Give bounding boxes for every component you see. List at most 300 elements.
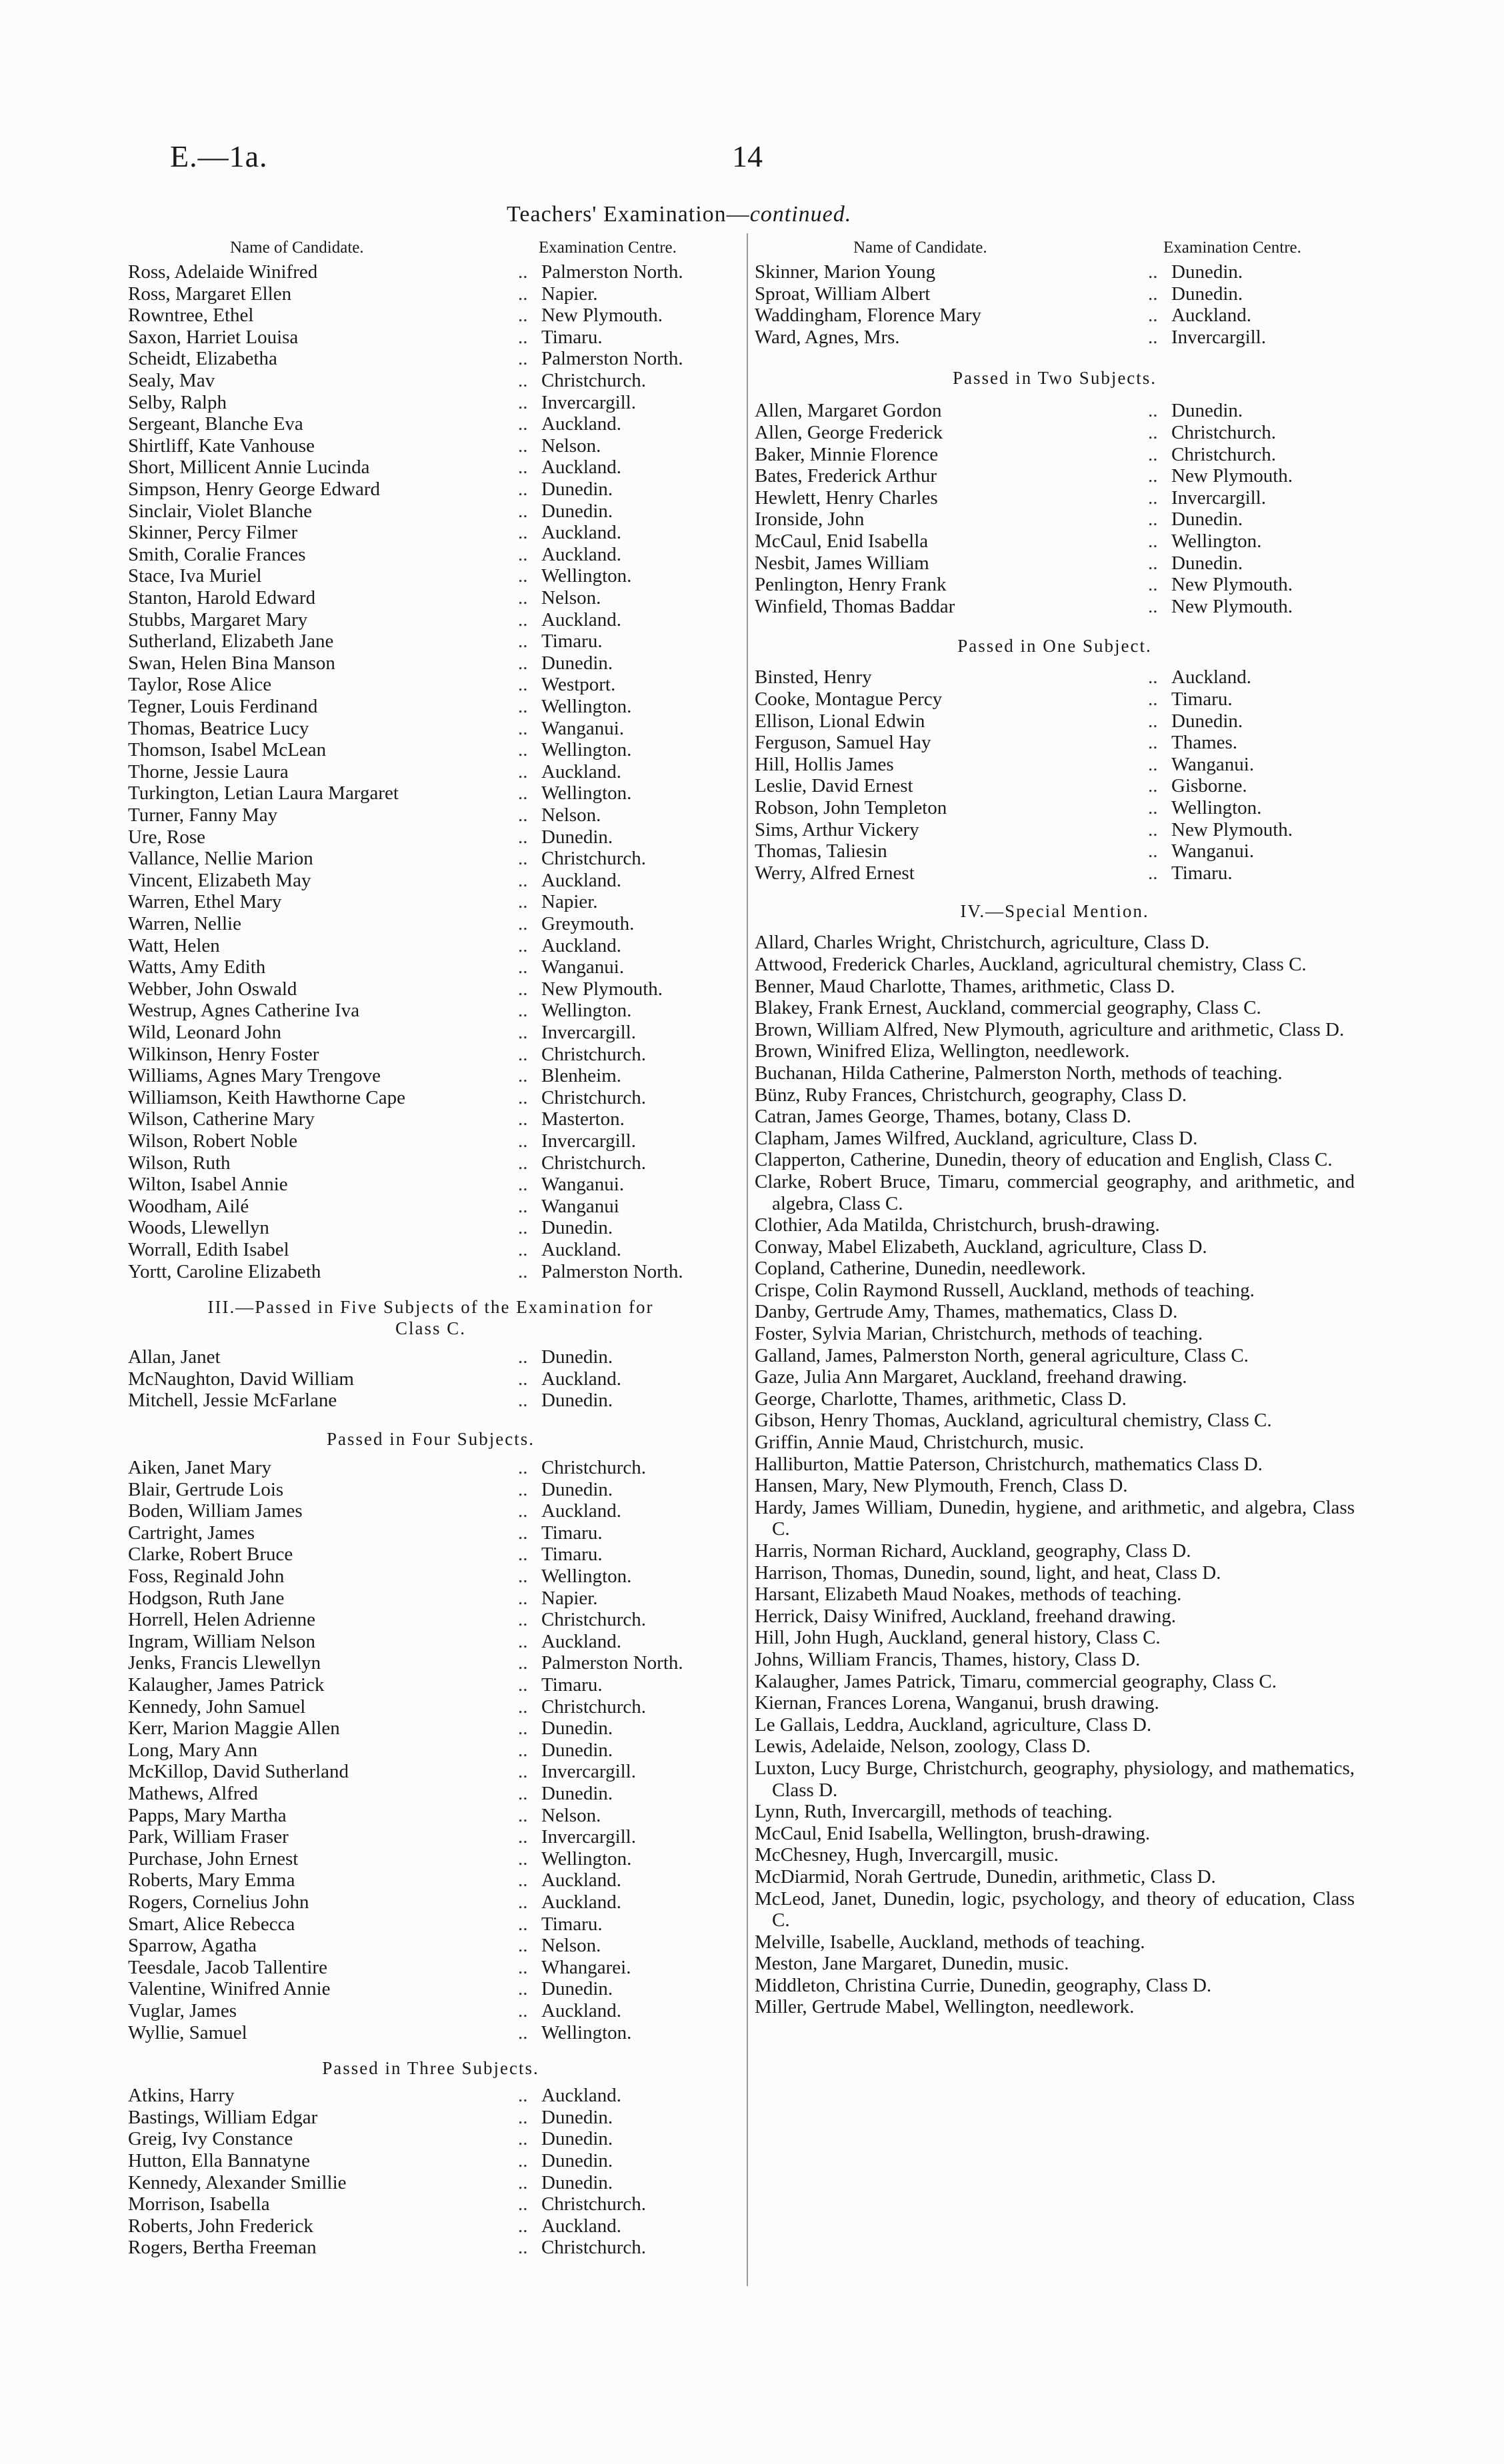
- examination-centre: Dunedin.: [1171, 552, 1243, 574]
- candidate-row: [128, 1044, 733, 1065]
- candidate-name: Ure, Rose: [128, 826, 205, 848]
- leader-dots: ..: [518, 1739, 528, 1761]
- special-mention-entry: Clapham, James Wilfred, Auckland, agriculture, Class D.: [755, 1127, 1198, 1149]
- examination-centre: Wellington.: [541, 696, 632, 717]
- leader-dots: ..: [518, 1043, 528, 1065]
- candidate-row: [128, 1174, 733, 1195]
- leader-dots: ..: [518, 500, 528, 522]
- special-mention-list: [755, 932, 1355, 2018]
- candidate-row: [128, 891, 733, 912]
- leader-dots: ..: [1148, 305, 1158, 327]
- leader-dots: ..: [518, 1609, 528, 1631]
- leader-dots: ..: [518, 1761, 528, 1783]
- leader-dots: ..: [518, 1826, 528, 1848]
- examination-centre: Christchurch.: [541, 1609, 647, 1631]
- candidate-row: [128, 870, 733, 891]
- examination-centre: Auckland.: [541, 413, 621, 435]
- examination-centre: Dunedin.: [541, 2128, 613, 2150]
- special-mention-entry: Danby, Gertrude Amy, Thames, mathematics, Class D.: [755, 1301, 1178, 1323]
- special-mention-entry: Lewis, Adelaide, Nelson, zoology, Class D.: [755, 1736, 1091, 1758]
- candidate-name: Mitchell, Jessie McFarlane: [128, 1390, 337, 1412]
- special-mention-entry: Luxton, Lucy Burge, Christchurch, geography, physiology, and mathematics, Class D.: [755, 1757, 1355, 1801]
- examination-centre: Dunedin.: [1171, 400, 1243, 422]
- candidate-name: Woodham, Ailé: [128, 1195, 249, 1217]
- candidate-name: Thomas, Beatrice Lucy: [128, 717, 309, 739]
- candidate-row: [128, 782, 733, 804]
- candidate-name: Turkington, Letian Laura Margaret: [128, 782, 399, 804]
- candidate-name: Greig, Ivy Constance: [128, 2128, 293, 2150]
- examination-centre: Invercargill.: [541, 1130, 636, 1152]
- special-mention-entry: Harris, Norman Richard, Auckland, geography, Class D.: [755, 1540, 1191, 1562]
- candidate-name: Sinclair, Violet Blanche: [128, 500, 313, 522]
- candidate-name: Allen, Margaret Gordon: [755, 400, 942, 422]
- examination-centre: Auckland.: [541, 1891, 621, 1913]
- leader-dots: ..: [518, 739, 528, 761]
- leader-dots: ..: [518, 2237, 528, 2259]
- candidate-row: [128, 2215, 733, 2237]
- examination-centre: Auckland.: [541, 1500, 621, 1522]
- candidate-name: Wilton, Isabel Annie: [128, 1174, 288, 1196]
- candidate-row: [128, 978, 733, 1000]
- heading-main: Teachers' Examination—: [507, 202, 750, 227]
- candidate-row: [128, 1978, 733, 1999]
- examination-centre: Wanganui: [541, 1195, 619, 1217]
- examination-centre: Invercargill.: [541, 391, 636, 413]
- examination-centre: Wellington.: [541, 1848, 632, 1869]
- candidate-row: [755, 840, 1355, 862]
- candidate-row: [128, 2022, 733, 2043]
- leader-dots: ..: [518, 1195, 528, 1217]
- candidate-row: [755, 797, 1355, 818]
- candidate-row: [128, 1087, 733, 1108]
- special-mention-entry: George, Charlotte, Thames, arithmetic, Class D.: [755, 1388, 1127, 1410]
- leader-dots: ..: [518, 1457, 528, 1478]
- special-mention-entry: Lynn, Ruth, Invercargill, methods of teaching.: [755, 1801, 1113, 1823]
- examination-centre: New Plymouth.: [1171, 574, 1293, 596]
- candidate-name: Rogers, Cornelius John: [128, 1891, 309, 1913]
- examination-centre: Nelson.: [541, 435, 601, 457]
- special-mention-entry: Hill, John Hugh, Auckland, general history, Class C.: [755, 1627, 1161, 1649]
- four-subjects-title: Passed in Four Subjects.: [326, 1429, 535, 1449]
- leader-dots: ..: [518, 2085, 528, 2107]
- examination-centre: Dunedin.: [541, 1783, 613, 1804]
- examination-centre: Auckland.: [541, 2215, 621, 2237]
- candidate-row: [128, 1957, 733, 1978]
- examination-centre: Nelson.: [541, 804, 601, 826]
- candidate-row: [128, 413, 733, 435]
- leader-dots: ..: [518, 717, 528, 739]
- candidate-name: Bastings, William Edgar: [128, 2106, 318, 2128]
- special-mention-entry: Foster, Sylvia Marian, Christchurch, methods of teaching.: [755, 1323, 1203, 1345]
- candidate-name: Wilkinson, Henry Foster: [128, 1043, 319, 1065]
- candidate-name: Valentine, Winifred Annie: [128, 1978, 331, 2000]
- candidate-name: Papps, Mary Martha: [128, 1804, 287, 1826]
- candidate-row: [128, 348, 733, 369]
- candidate-name: Simpson, Henry George Edward: [128, 479, 381, 500]
- leader-dots: ..: [518, 1086, 528, 1108]
- candidate-row: [128, 522, 733, 543]
- candidate-row: [755, 509, 1355, 530]
- candidate-name: Leslie, David Ernest: [755, 775, 913, 797]
- examination-centre: Napier.: [541, 891, 598, 913]
- leader-dots: ..: [518, 1022, 528, 1043]
- candidate-name: Penlington, Henry Frank: [755, 574, 947, 596]
- examination-centre: Christchurch.: [1171, 443, 1277, 465]
- special-mention-entry: Miller, Gertrude Mabel, Wellington, needlework.: [755, 1996, 1135, 2018]
- candidate-name: Nesbit, James William: [755, 552, 929, 574]
- leader-dots: ..: [518, 2000, 528, 2021]
- leader-dots: ..: [518, 1587, 528, 1609]
- candidate-name: McCaul, Enid Isabella: [755, 531, 929, 552]
- candidate-name: Sparrow, Agatha: [128, 1935, 257, 1957]
- candidate-name: Sergeant, Blanche Eva: [128, 413, 303, 435]
- special-mention-entry: McChesney, Hugh, Invercargill, music.: [755, 1844, 1059, 1866]
- leader-dots: ..: [518, 760, 528, 782]
- leader-dots: ..: [518, 652, 528, 674]
- candidate-row: [128, 479, 733, 500]
- examination-centre: Christchurch.: [1171, 422, 1277, 443]
- col-header-centre-left: Examination Centre.: [539, 239, 677, 257]
- candidate-row: [128, 1130, 733, 1152]
- leader-dots: ..: [518, 1130, 528, 1152]
- leader-dots: ..: [518, 1174, 528, 1196]
- leader-dots: ..: [518, 1390, 528, 1412]
- candidate-name: Jenks, Francis Llewellyn: [128, 1652, 321, 1674]
- examination-centre: Christchurch.: [541, 370, 647, 391]
- examination-centre: Nelson.: [541, 587, 601, 609]
- leader-dots: ..: [1148, 862, 1158, 884]
- examination-centre: Dunedin.: [541, 1346, 613, 1368]
- leader-dots: ..: [1148, 688, 1158, 710]
- leader-dots: ..: [518, 1869, 528, 1891]
- candidate-name: Skinner, Marion Young: [755, 261, 936, 283]
- candidate-row: [755, 754, 1355, 775]
- candidate-name: Ross, Adelaide Winifred: [128, 261, 318, 283]
- examination-centre: Dunedin.: [541, 2150, 613, 2171]
- examination-centre: Dunedin.: [541, 1217, 613, 1239]
- examination-centre: Dunedin.: [541, 479, 613, 500]
- candidate-name: Worrall, Edith Isabel: [128, 1239, 289, 1260]
- leader-dots: ..: [1148, 509, 1158, 531]
- leader-dots: ..: [518, 630, 528, 652]
- candidate-row: [128, 2107, 733, 2128]
- leader-dots: ..: [518, 1544, 528, 1566]
- leader-dots: ..: [1148, 595, 1158, 617]
- examination-centre: Timaru.: [541, 326, 603, 348]
- examination-centre: Westport.: [541, 674, 616, 696]
- examination-centre: Palmerston North.: [541, 1652, 683, 1674]
- candidate-name: Sproat, William Albert: [755, 283, 931, 305]
- leader-dots: ..: [518, 1108, 528, 1130]
- section-iii-title: III.—Passed in Five Subjects of the Examination for: [207, 1297, 654, 1318]
- special-mention-entry: Brown, Winifred Eliza, Wellington, needlework.: [755, 1040, 1130, 1062]
- examination-centre: Dunedin.: [541, 2171, 613, 2193]
- candidate-row: [755, 444, 1355, 465]
- candidate-row: [128, 435, 733, 457]
- candidate-name: Skinner, Percy Filmer: [128, 522, 298, 544]
- special-mention-entry: Brown, William Alfred, New Plymouth, agriculture and arithmetic, Class D.: [755, 1018, 1345, 1040]
- candidate-name: Rogers, Bertha Freeman: [128, 2237, 317, 2259]
- candidate-row: [755, 487, 1355, 509]
- leader-dots: ..: [518, 1630, 528, 1652]
- examination-centre: Whangarei.: [541, 1956, 631, 1978]
- candidate-row: [755, 862, 1355, 884]
- leader-dots: ..: [518, 2106, 528, 2128]
- candidate-row: [755, 688, 1355, 710]
- leader-dots: ..: [1148, 775, 1158, 797]
- special-mention-entry: McDiarmid, Norah Gertrude, Dunedin, arithmetic, Class D.: [755, 1865, 1216, 1887]
- examination-centre: Wellington.: [541, 739, 632, 761]
- leader-dots: ..: [1148, 666, 1158, 688]
- col-header-name-right: Name of Candidate.: [853, 239, 987, 257]
- candidate-name: Ward, Agnes, Mrs.: [755, 326, 900, 348]
- candidate-row: [128, 718, 733, 739]
- examination-centre: Palmerston North.: [541, 1260, 683, 1282]
- examination-centre: Auckland.: [541, 1239, 621, 1260]
- candidate-row: [128, 2150, 733, 2171]
- candidate-row: [128, 935, 733, 956]
- candidate-row: [755, 574, 1355, 595]
- examination-centre: Christchurch.: [541, 848, 647, 870]
- candidate-row: [128, 501, 733, 522]
- candidate-row: [128, 1674, 733, 1696]
- candidate-row: [128, 261, 733, 283]
- leader-dots: ..: [518, 1478, 528, 1500]
- candidate-name: McNaughton, David William: [128, 1368, 354, 1390]
- special-mention-entry: Benner, Maud Charlotte, Thames, arithmetic, Class D.: [755, 975, 1175, 997]
- candidate-name: Scheidt, Elizabetha: [128, 348, 277, 370]
- examination-centre: Timaru.: [541, 1522, 603, 1544]
- candidate-name: Smith, Coralie Frances: [128, 543, 306, 565]
- candidate-name: Kalaugher, James Patrick: [128, 1674, 325, 1696]
- leader-dots: ..: [518, 1783, 528, 1804]
- candidate-row: [128, 1479, 733, 1500]
- candidate-row: [755, 819, 1355, 840]
- candidate-row: [128, 283, 733, 305]
- examination-centre: Timaru.: [541, 630, 603, 652]
- special-mention-entry: Conway, Mabel Elizabeth, Auckland, agriculture, Class D.: [755, 1236, 1207, 1258]
- candidate-name: Ferguson, Samuel Hay: [755, 732, 931, 754]
- candidate-row: [128, 1566, 733, 1587]
- candidate-name: Cartright, James: [128, 1522, 255, 1544]
- candidate-row: [128, 457, 733, 478]
- leader-dots: ..: [518, 2171, 528, 2193]
- leader-dots: ..: [518, 2193, 528, 2215]
- candidate-name: Clarke, Robert Bruce: [128, 1544, 293, 1566]
- candidate-row: [128, 1108, 733, 1130]
- candidate-row: [755, 553, 1355, 574]
- candidate-row: [128, 1826, 733, 1848]
- candidate-name: Morrison, Isabella: [128, 2193, 270, 2215]
- candidate-name: Winfield, Thomas Baddar: [755, 595, 955, 617]
- special-mention-entry: Bünz, Ruby Frances, Christchurch, geography, Class D.: [755, 1084, 1187, 1106]
- leader-dots: ..: [518, 326, 528, 348]
- examination-centre: Auckland.: [541, 457, 621, 479]
- examination-centre: Christchurch.: [541, 1043, 647, 1065]
- candidate-row: [128, 1239, 733, 1260]
- leader-dots: ..: [1148, 797, 1158, 818]
- candidate-row: [128, 739, 733, 760]
- leader-dots: ..: [518, 479, 528, 500]
- leader-dots: ..: [518, 1522, 528, 1544]
- candidate-name: Ironside, John: [755, 509, 865, 531]
- special-mention-entry: Kiernan, Frances Lorena, Wanganui, brush drawing.: [755, 1692, 1159, 1714]
- special-mention-entry: Hardy, James William, Dunedin, hygiene, and arithmetic, and algebra, Class C.: [755, 1496, 1355, 1540]
- leader-dots: ..: [1148, 531, 1158, 552]
- candidate-row: [128, 1631, 733, 1652]
- candidate-row: [128, 1891, 733, 1913]
- candidate-name: Hill, Hollis James: [755, 753, 894, 775]
- candidate-name: Tegner, Louis Ferdinand: [128, 696, 318, 717]
- candidate-name: Thomas, Taliesin: [755, 840, 887, 862]
- examination-centre: Dunedin.: [541, 1718, 613, 1740]
- special-mention-entry: Gibson, Henry Thomas, Auckland, agricultural chemistry, Class C.: [755, 1410, 1272, 1432]
- col-header-centre-right: Examination Centre.: [1163, 239, 1301, 257]
- candidate-name: Purchase, John Ernest: [128, 1848, 299, 1869]
- examination-centre: New Plymouth.: [1171, 595, 1293, 617]
- examination-centre: Auckland.: [541, 869, 621, 891]
- leader-dots: ..: [518, 934, 528, 956]
- candidate-name: Hodgson, Ruth Jane: [128, 1587, 285, 1609]
- leader-dots: ..: [518, 305, 528, 327]
- leader-dots: ..: [1148, 326, 1158, 348]
- leader-dots: ..: [518, 1239, 528, 1260]
- leader-dots: ..: [518, 1652, 528, 1674]
- candidate-name: Watts, Amy Edith: [128, 956, 266, 978]
- examination-centre: Invercargill.: [541, 1761, 636, 1783]
- candidate-name: Cooke, Montague Percy: [755, 688, 943, 710]
- candidate-name: Wilson, Robert Noble: [128, 1130, 298, 1152]
- special-mention-entry: Clarke, Robert Bruce, Timaru, commercial geography, and arithmetic, and algebra, Class C.: [755, 1170, 1355, 1214]
- candidate-row: [128, 1913, 733, 1935]
- candidate-name: Stace, Iva Muriel: [128, 565, 262, 587]
- candidate-row: [128, 913, 733, 934]
- candidate-row: [128, 652, 733, 674]
- candidate-name: Ellison, Lional Edwin: [755, 710, 925, 732]
- candidate-name: Thorne, Jessie Laura: [128, 760, 289, 782]
- examination-centre: Blenheim.: [541, 1065, 622, 1087]
- leader-dots: ..: [518, 413, 528, 435]
- candidate-name: Woods, Llewellyn: [128, 1217, 269, 1239]
- candidate-row: [128, 565, 733, 587]
- candidate-row: [128, 1696, 733, 1718]
- special-mention-entry: Clapperton, Catherine, Dunedin, theory of education and English, Class C.: [755, 1149, 1333, 1171]
- candidate-name: Atkins, Harry: [128, 2085, 235, 2107]
- special-mention-entry: Blakey, Frank Ernest, Auckland, commercial geography, Class C.: [755, 997, 1261, 1019]
- leader-dots: ..: [1148, 552, 1158, 574]
- examination-centre: Wellington.: [1171, 531, 1262, 552]
- candidate-name: Yortt, Caroline Elizabeth: [128, 1260, 321, 1282]
- examination-centre: Masterton.: [541, 1108, 625, 1130]
- examination-centre: Christchurch.: [541, 2193, 647, 2215]
- leader-dots: ..: [518, 1718, 528, 1740]
- examination-centre: Auckland.: [541, 522, 621, 544]
- examination-centre: Auckland.: [541, 2000, 621, 2021]
- special-mention-entry: Hansen, Mary, New Plymouth, French, Class D.: [755, 1475, 1128, 1497]
- candidate-name: Vuglar, James: [128, 2000, 237, 2021]
- examination-centre: Wellington.: [1171, 797, 1262, 818]
- candidate-name: Vallance, Nellie Marion: [128, 848, 313, 870]
- candidate-row: [128, 1935, 733, 1956]
- special-mention-entry: McLeod, Janet, Dunedin, logic, psychology, and theory of education, Class C.: [755, 1887, 1355, 1931]
- candidate-row: [128, 848, 733, 869]
- examination-centre: Auckland.: [541, 2085, 621, 2107]
- examination-centre: Invercargill.: [541, 1022, 636, 1043]
- leader-dots: ..: [518, 978, 528, 1000]
- examination-centre: Wanganui.: [1171, 840, 1255, 862]
- leader-dots: ..: [518, 848, 528, 870]
- candidate-name: Taylor, Rose Alice: [128, 674, 272, 696]
- examination-centre: Dunedin.: [541, 1978, 613, 2000]
- candidate-row: [128, 2128, 733, 2149]
- candidate-name: Bates, Frederick Arthur: [755, 465, 937, 487]
- examination-centre: Dunedin.: [541, 1390, 613, 1412]
- two-subjects-title: Passed in Two Subjects.: [952, 368, 1157, 389]
- special-mention-entry: Griffin, Annie Maud, Christchurch, music.: [755, 1432, 1085, 1454]
- candidate-name: Waddingham, Florence Mary: [755, 305, 981, 327]
- candidate-name: Webber, John Oswald: [128, 978, 297, 1000]
- leader-dots: ..: [518, 1152, 528, 1174]
- candidate-row: [128, 1848, 733, 1869]
- col-header-name-left: Name of Candidate.: [230, 239, 364, 257]
- candidate-name: Kennedy, John Samuel: [128, 1696, 306, 1718]
- special-mention-entry: Kalaugher, James Patrick, Timaru, commercial geography, Class C.: [755, 1670, 1277, 1692]
- leader-dots: ..: [518, 565, 528, 587]
- leader-dots: ..: [518, 1696, 528, 1718]
- candidate-row: [128, 956, 733, 978]
- candidate-name: Kerr, Marion Maggie Allen: [128, 1718, 340, 1740]
- candidate-name: Stanton, Harold Edward: [128, 587, 316, 609]
- special-mention-entry: Melville, Isabelle, Auckland, methods of teaching.: [755, 1931, 1145, 1953]
- candidate-row: [128, 761, 733, 782]
- candidate-name: Blair, Gertrude Lois: [128, 1478, 284, 1500]
- candidate-row: [128, 1196, 733, 1217]
- candidate-row: [128, 1022, 733, 1043]
- examination-centre: Auckland.: [541, 1630, 621, 1652]
- candidate-name: Warren, Ethel Mary: [128, 891, 282, 913]
- candidate-name: Williamson, Keith Hawthorne Cape: [128, 1086, 406, 1108]
- candidate-row: [128, 609, 733, 630]
- section-iii-subtitle: Class C.: [395, 1318, 467, 1339]
- candidate-name: Selby, Ralph: [128, 391, 227, 413]
- leader-dots: ..: [1148, 840, 1158, 862]
- leader-dots: ..: [518, 2021, 528, 2043]
- examination-centre: Timaru.: [541, 1674, 603, 1696]
- candidate-row: [128, 1346, 733, 1368]
- candidate-name: Mathews, Alfred: [128, 1783, 258, 1804]
- leader-dots: ..: [518, 2215, 528, 2237]
- candidate-row: [128, 1544, 733, 1565]
- candidate-row: [755, 422, 1355, 443]
- candidate-name: Westrup, Agnes Catherine Iva: [128, 1000, 360, 1022]
- candidate-row: [128, 1217, 733, 1238]
- leader-dots: ..: [1148, 422, 1158, 443]
- candidate-name: Foss, Reginald John: [128, 1566, 285, 1587]
- examination-centre: Wanganui.: [541, 956, 625, 978]
- special-mention-entry: Buchanan, Hilda Catherine, Palmerston North, methods of teaching.: [755, 1062, 1283, 1084]
- candidate-row: [755, 327, 1355, 348]
- candidate-row: [128, 1718, 733, 1739]
- examination-centre: Dunedin.: [541, 826, 613, 848]
- candidate-row: [128, 1522, 733, 1544]
- special-mention-entry: Herrick, Daisy Winifred, Auckland, freehand drawing.: [755, 1605, 1177, 1627]
- examination-centre: Auckland.: [1171, 305, 1251, 327]
- candidate-name: Wilson, Ruth: [128, 1152, 231, 1174]
- examination-centre: Dunedin.: [541, 1478, 613, 1500]
- examination-centre: Timaru.: [541, 1544, 603, 1566]
- examination-centre: Wellington.: [541, 2021, 632, 2043]
- candidate-row: [128, 1609, 733, 1630]
